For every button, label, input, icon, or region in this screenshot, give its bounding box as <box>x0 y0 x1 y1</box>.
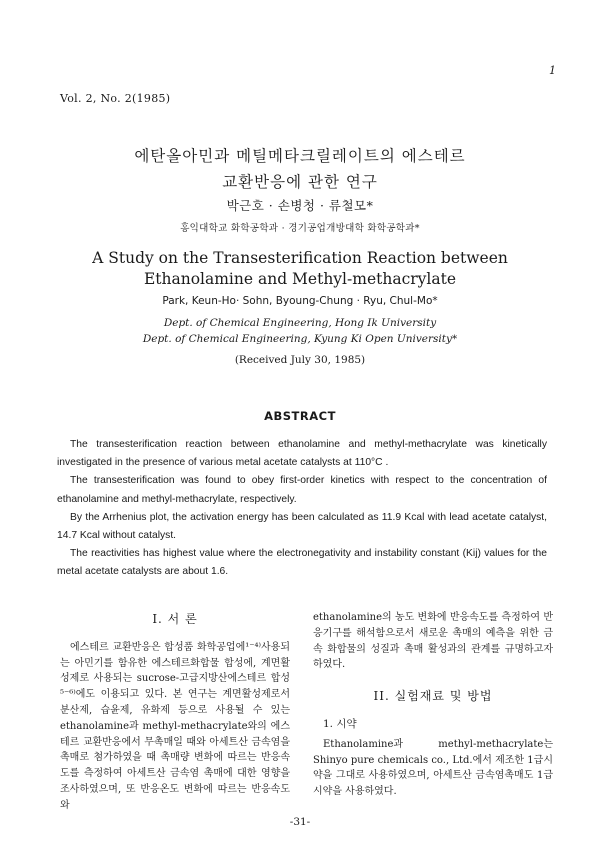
volume-info: Vol. 2, No. 2(1985) <box>60 92 171 105</box>
english-title <box>0 248 600 290</box>
received-date: (Received July 30, 1985) <box>234 354 366 366</box>
abstract-paragraph: By the Arrhenius plot, the activation energy has been calculated as 11.9 Kcal with lead acetate catalyst, 14.7 Kcal without catalyst. <box>57 511 547 542</box>
korean-title-line1: 에탄올아민과 메틸메타크릴레이트의 에스테르 <box>134 147 466 165</box>
abstract-body <box>57 436 547 582</box>
introduction-text: 에스테르 교환반응은 합성품 화학공업에¹⁻⁴⁾사용되는 아민기를 함유한 에스테르화합물 합성에, 계면활성제로 사용되는 sucrose-고급지방산에스테르 합성⁵⁻⁶⁾에도 이용되고 있다. 본 연구는 계면활성제로서 분산제, 습윤제, 유화제 등으로 사용될 수 있는 ethanolamine과 methyl-methacrylate와의 에스테르 교환반응에서 무촉매일 때와 아세트산 금속염을 촉매로 첨가하였을 때 촉매량 변화에 따르는 반응속도를 측정하여 아세트산 금속염 촉매에 대한 영향을 조사하였으며, 또 반응온도 변화에 따르는 반응속도와 <box>60 641 290 811</box>
page-mark: 1 <box>549 64 556 77</box>
left-column <box>60 610 290 814</box>
section-heading-introduction: I. 서 론 <box>152 612 198 626</box>
abstract-heading: ABSTRACT <box>264 409 336 423</box>
english-title-line2: Ethanolamine and Methyl-methacrylate <box>143 270 457 288</box>
english-authors: Park, Keun-Ho· Sohn, Byoung-Chung · Ryu, Chul-Mo* <box>162 295 438 307</box>
korean-title <box>0 143 600 195</box>
introduction-continued: ethanolamine의 농도 변화에 반응속도를 측정하여 반응기구를 해석함으로서 새로운 촉매의 예측을 위한 금속 화합물의 성질과 촉매 활성과의 관계를 규명하고자 하였다. <box>313 612 553 671</box>
subsection-heading-reagents: 1. 시약 <box>323 717 357 730</box>
abstract-paragraph: The transesterification reaction between ethanolamine and methyl-methacrylate was kinetically investigated in the presence of various metal acetate catalysts at 110°C . <box>57 439 547 469</box>
abstract-paragraph: The reactivities has highest value where the electronegativity and instability constant (Kij) values for the metal acetate catalysts are about 1.6. <box>57 548 547 578</box>
section-heading-methods: II. 실험재료 및 방법 <box>373 689 493 704</box>
reagents-text: Ethanolamine과 methyl-methacrylate는 Shinyo pure chemicals co., Ltd.에서 제조한 1급시약을 그대로 사용하였으며, 아세트산 금속염촉매도 1급시약을 사용하였다. <box>313 738 553 798</box>
english-affiliation <box>0 315 600 347</box>
right-column <box>313 610 553 800</box>
korean-authors: 박근호 · 손병청 · 류철모* <box>226 198 374 213</box>
english-title-line1: A Study on the Transesterification Reaction between <box>92 249 508 267</box>
affiliation-line1: Dept. of Chemical Engineering, Hong Ik University <box>163 317 437 329</box>
abstract-paragraph: The transesterification was found to obey first-order kinetics with respect to the concentration of ethanolamine and methyl-methacrylate, respectively. <box>57 475 547 505</box>
korean-title-line2: 교환반응에 관한 연구 <box>222 173 378 191</box>
affiliation-line2: Dept. of Chemical Engineering, Kyung Ki Open University* <box>142 333 458 345</box>
page-number: -31- <box>289 816 311 828</box>
korean-affiliation: 홍익대학교 화학공학과 · 경기공업개방대학 화학공학과* <box>180 223 420 234</box>
